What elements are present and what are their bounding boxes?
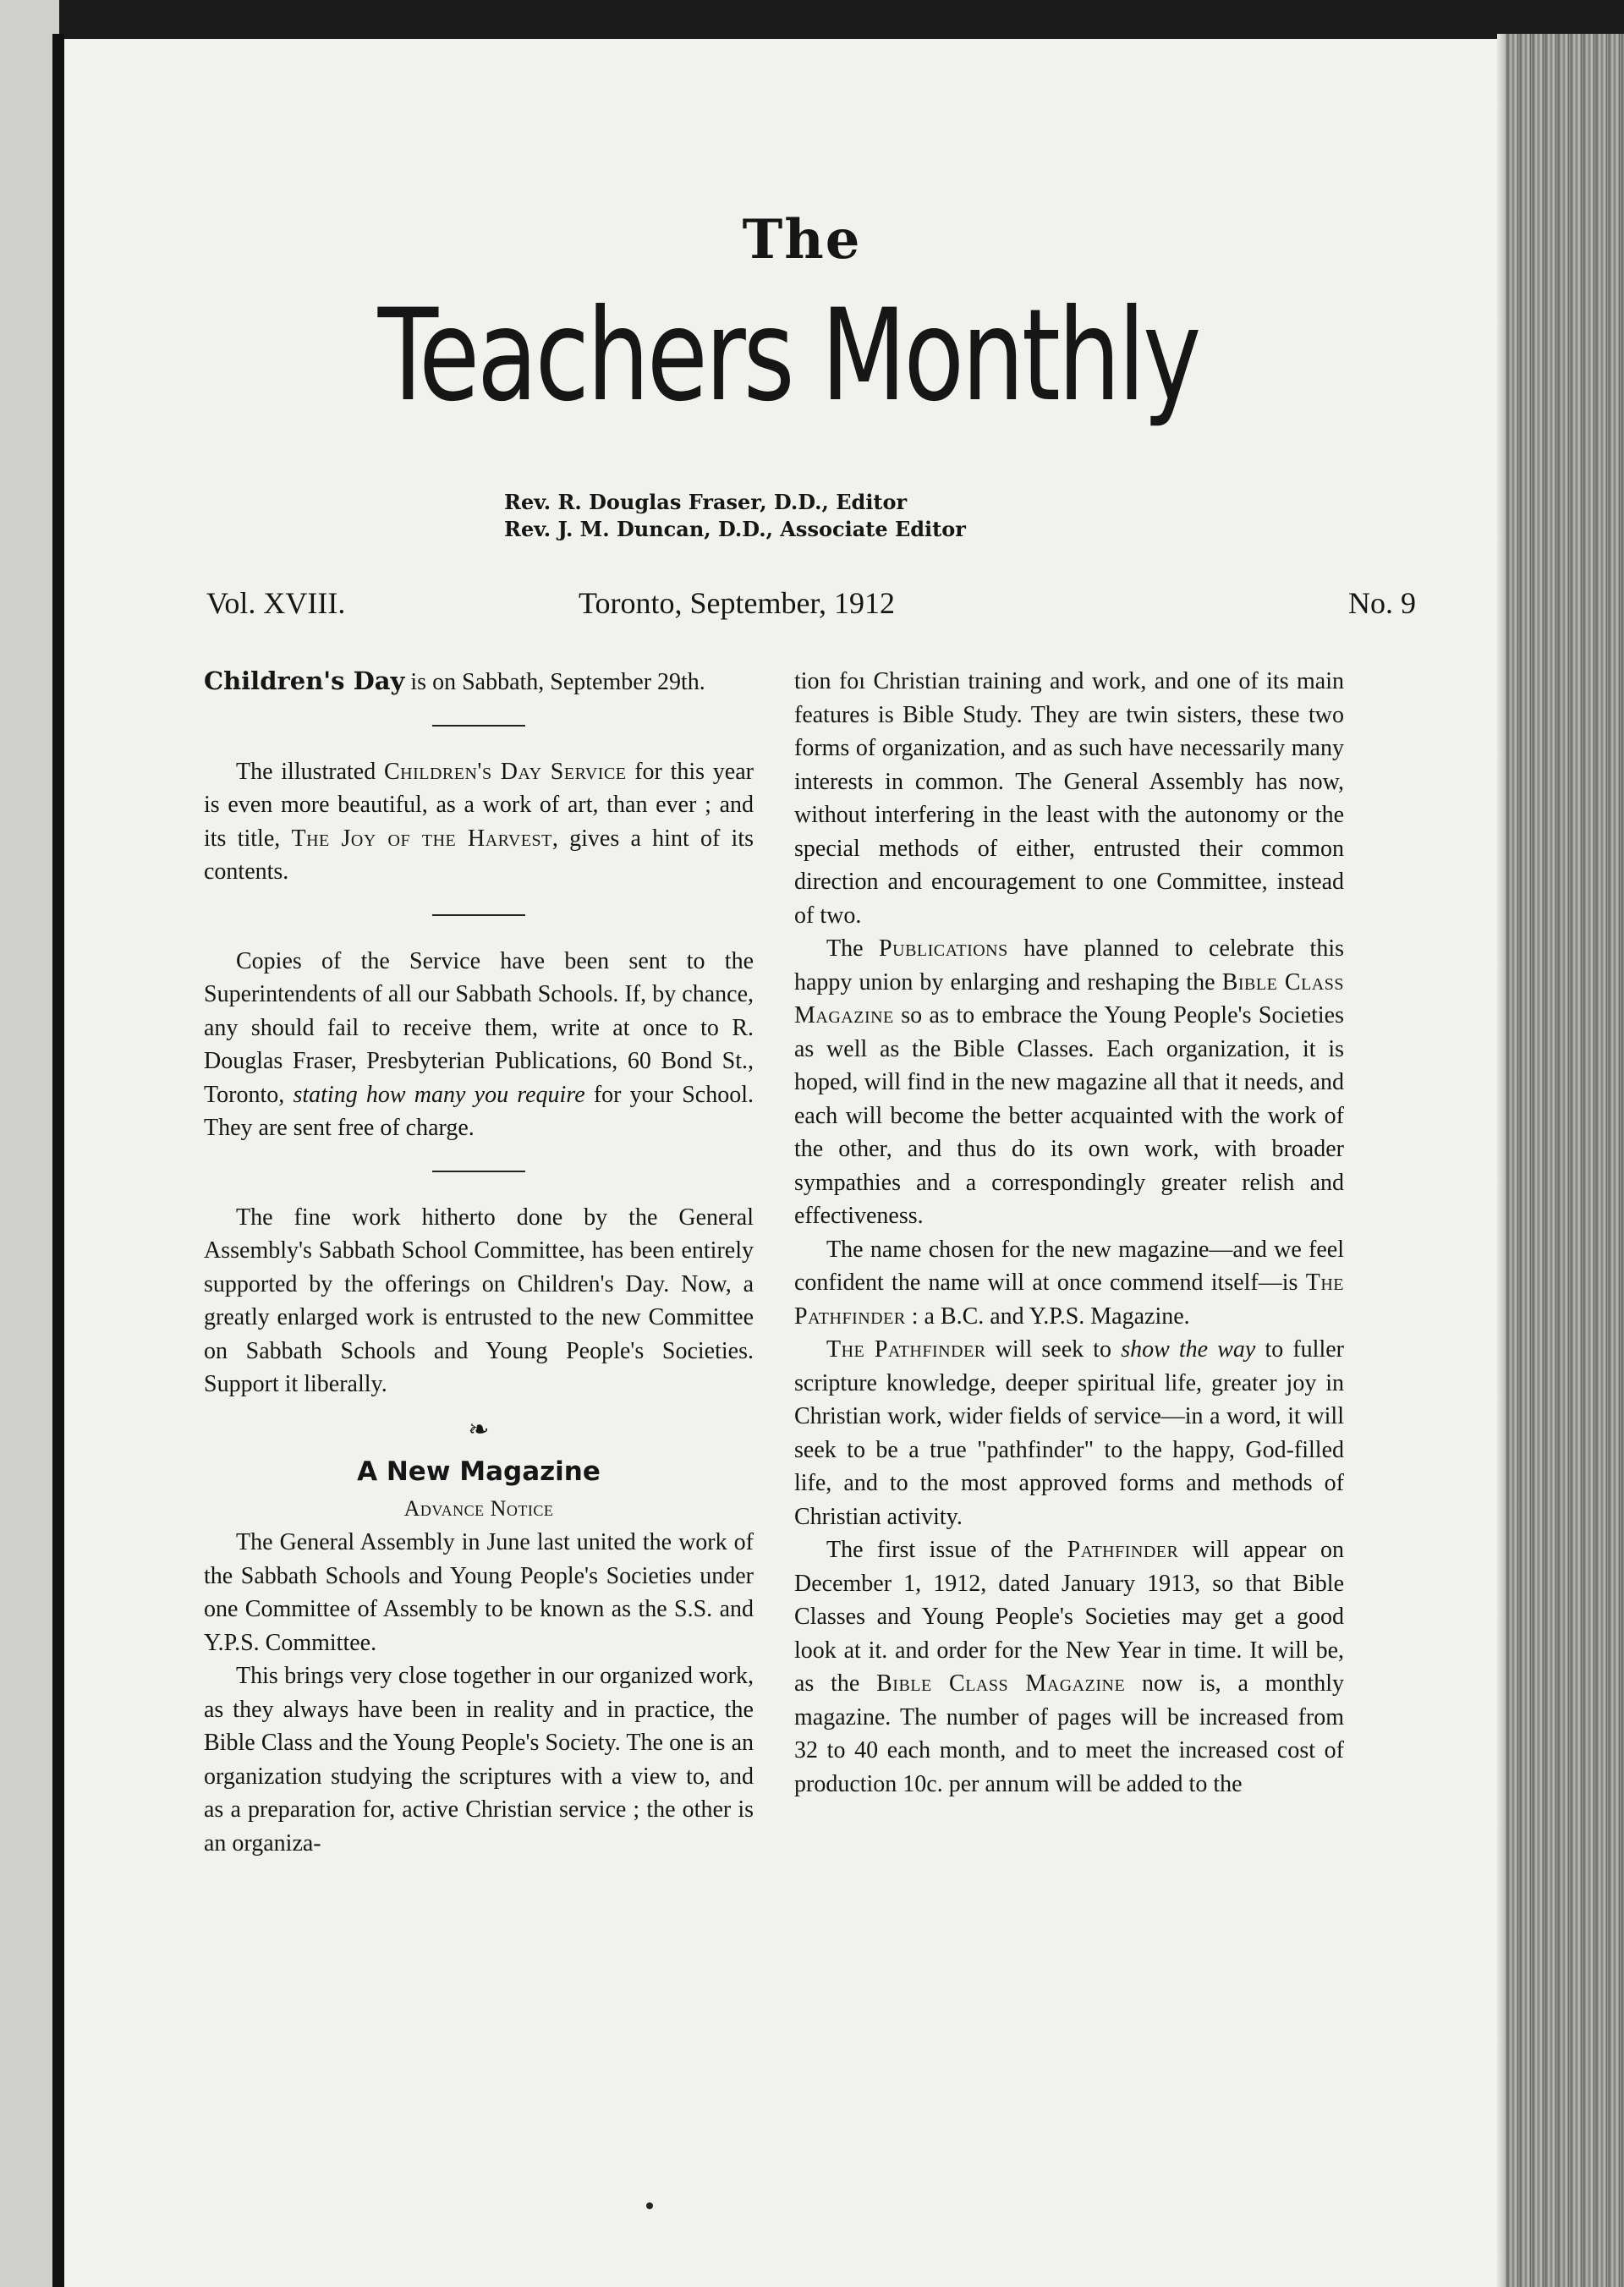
masthead-title: Teachers Monthly <box>377 282 1199 430</box>
editor-line: Rev. R. Douglas Fraser, D.D., Editor <box>504 490 908 514</box>
small-caps-text: Publications <box>879 935 1008 962</box>
divider-rule <box>432 914 525 916</box>
paragraph-text: to fuller scripture knowledge, deeper spiritual life, greater joy in Christian work, wider fields of service—in a word, it will seek to be a true "pathfinder" to the happy, God-filled life, and to the most approved forms and methods of Christian activity. <box>794 1336 1344 1530</box>
divider-rule <box>432 725 525 727</box>
paragraph-organized-work: This brings very close together in our organized work, as they always have been in reality and in practice, the Bible Class and the Young People's Society. The one is an organization studying the scriptures with a view to, and as a preparation for, active Christian service ; the other is an organiza- <box>204 1663 754 1856</box>
small-caps-text: The Pathfinder <box>826 1336 986 1363</box>
paragraph-service <box>204 755 754 889</box>
paragraph-continuation: tion foı Christian training and work, and one of its main features is Bible Study. They are twin sisters, these two forms of organization, and as such have necessarily many interests in common. The General Assembly has now, without interfering in the least with the autonomy or the special methods of either, entrusted their common direction and encouragement to one Committee, instead of two. <box>794 668 1344 929</box>
editors-block <box>504 489 1096 543</box>
italic-text: stating how many you require <box>293 1081 585 1108</box>
document-page <box>64 39 1506 2287</box>
paragraph-text: The name chosen for the new magazine—and we feel confident the name will at once commend itself—is <box>794 1236 1344 1296</box>
masthead-the: The <box>742 208 862 271</box>
issue-line <box>206 585 1416 628</box>
paragraph-text: The illustrated <box>236 758 384 785</box>
small-caps-text: Pathfinder <box>1067 1537 1179 1563</box>
paragraph-text: , gives a hint of its contents. <box>204 825 754 885</box>
childrens-day-gothic: Children's Day <box>204 666 405 695</box>
paragraph-text: will appear on December 1, 1912, dated January 1913, so that Bible Classes and Young People's Societies may get a good look at it. and order for the New Year in time. It will be, as the <box>794 1537 1344 1697</box>
paragraph-text: now is, a monthly magazine. The number of pages will be increased from 32 to 40 each month, and to meet the increased cost of production 10c. per annum will be added to the <box>794 1670 1344 1797</box>
paragraph-text: will seek to <box>985 1336 1122 1363</box>
right-column <box>794 665 1344 1801</box>
paragraph-publications <box>794 932 1344 1233</box>
italic-text: show the way <box>1121 1336 1256 1363</box>
issue-number: No. 9 <box>1348 586 1416 620</box>
small-caps-text: Bible Class Magazine <box>876 1670 1126 1697</box>
place-date: Toronto, September, 1912 <box>579 586 895 620</box>
divider-rule <box>432 1171 525 1172</box>
volume-number: Vol. XVIII. <box>206 586 346 620</box>
paragraph-text: for this year is even more beautiful, as a work of art, than ever ; and its title, <box>204 758 754 852</box>
paragraph-text: have planned to celebrate this happy union by enlarging and reshaping the <box>794 935 1345 995</box>
paragraph-text: Copies of the Service have been sent to the Superintendents of all our Sabbath Schools. If, by chance, any should fail to receive them, write at once to R. Douglas Fraser, Presbyterian Publications, 60 Bond St., Toronto, <box>204 947 754 1108</box>
small-caps-text: The Pathfinder <box>794 1270 1344 1330</box>
scan-border-left <box>0 0 59 2287</box>
paragraph-text: so as to embrace the Young People's Societies as well as the Bible Classes. Each organization, it is hoped, will find in the new magazine all that it needs, and each will become the better acquainted with the work of the other, and thus do its own work, with broader sympathies and a correspondingly greater relish and effectiveness. <box>794 1002 1344 1229</box>
paragraph-name-chosen <box>794 1233 1344 1334</box>
scan-border-top <box>0 0 1624 41</box>
ornament-icon: ❧ <box>468 1415 490 1444</box>
paragraph-text: is on Sabbath, September 29th. <box>404 669 705 695</box>
paragraph-support: The fine work hitherto done by the General Assembly's Sabbath School Committee, has been entirely supported by the offerings on Children's Day. Now, a greatly enlarged work is entrusted to the new Committee on Sabbath Schools and Young People's Societies. Support it liberally. <box>204 1204 754 1397</box>
paragraph-text: for your School. They are sent free of charge. <box>204 1081 754 1141</box>
paragraph-text: : a B.C. and Y.P.S. Magazine. <box>905 1303 1190 1330</box>
paragraph-text: The <box>826 935 880 962</box>
article-heading: A New Magazine <box>357 1456 601 1487</box>
article-subheading: Advance Notice <box>403 1496 554 1521</box>
scan-gutter-left <box>52 34 64 2287</box>
associate-editor-line: Rev. J. M. Duncan, D.D., Associate Editor <box>504 517 966 541</box>
paragraph-pathfinder-aims <box>794 1333 1344 1533</box>
page-stack-edge <box>1506 34 1624 2287</box>
small-caps-text: Bible Class Magazine <box>794 968 1344 1028</box>
paragraph-first-issue <box>794 1533 1344 1801</box>
page-speck <box>646 2202 653 2209</box>
paragraph-text: The first issue of the <box>826 1537 1067 1563</box>
paragraph-copies <box>204 945 754 1145</box>
paragraph-assembly: The General Assembly in June last united the work of the Sabbath Schools and Young People's Societies under one Committee of Assembly to be known as the S.S. and Y.P.S. Committee. <box>204 1529 754 1656</box>
paragraph-childrens-day <box>204 665 754 699</box>
left-column <box>204 665 754 1860</box>
small-caps-text: The Joy of the Harvest <box>291 825 552 852</box>
small-caps-text: Children's Day Service <box>383 758 627 785</box>
